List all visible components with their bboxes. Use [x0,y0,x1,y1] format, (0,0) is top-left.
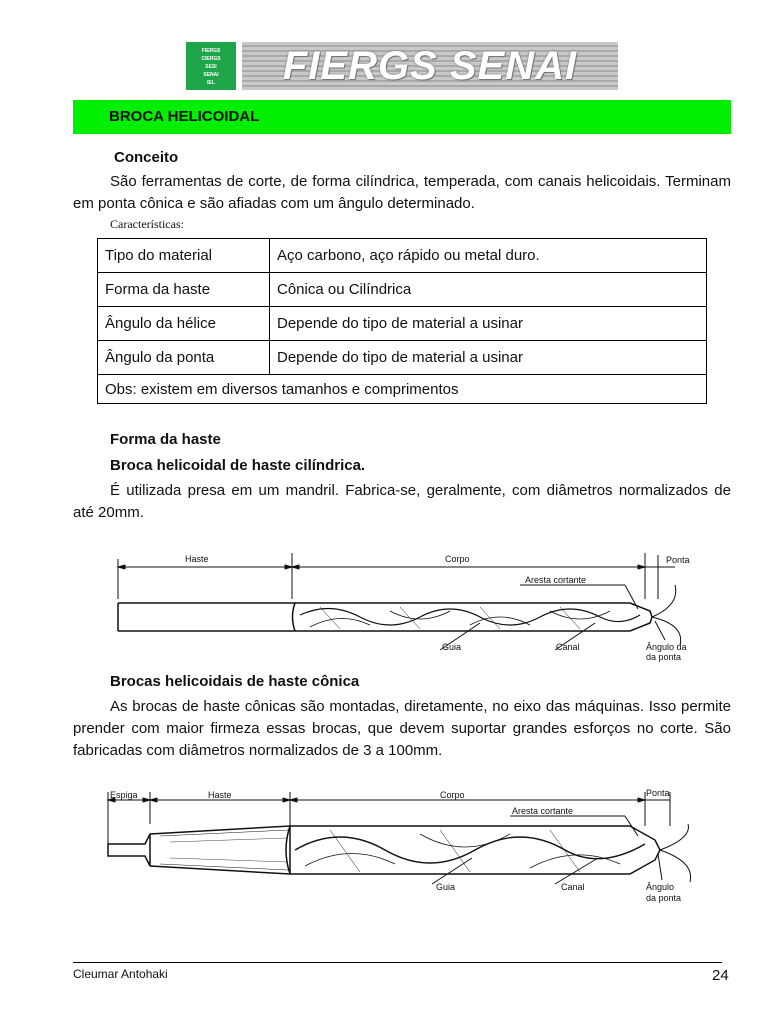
label-angulo: Ângulo da [646,642,687,652]
characteristics-table [97,238,707,404]
logo-small-text-2: CIERGS [201,56,221,62]
logo-small-text-3: SESI [205,64,217,70]
table-row [98,307,707,341]
logo-text: FIERGS SENAI [282,44,578,88]
table-row [98,239,707,273]
table-cell-value: Depende do tipo de material a usinar [270,307,707,341]
shank-subheading: Broca helicoidal de haste cilíndrica. [110,457,366,474]
label-canal: Canal [556,642,580,652]
cylindrical-shank-drill-diagram [100,545,710,670]
label-aresta-cortante: Aresta cortante [525,575,587,585]
concept-paragraph: São ferramentas de corte, de forma cilíndrica, temperada, com canais helicoidais. Terminam em ponta cônica e são afiadas com um ângulo determinado. [73,173,731,212]
conical-paragraph: As brocas de haste cônicas são montadas, diretamente, no eixo das máquinas. Isso permite prender com maior firmeza essas brocas, que devem suportar grandes esforços no corte. São fabricadas com diâmetros normalizados de 3 a 100mm. [73,698,731,759]
label-da-ponta: da ponta [646,893,682,903]
conical-heading: Brocas helicoidais de haste cônica [110,673,360,690]
table-cell-key: Forma da haste [98,273,270,307]
label-ponta: Ponta [646,788,670,798]
fiergs-senai-logo [186,42,618,90]
table-cell-key: Tipo do material [98,239,270,273]
label-guia: Guia [442,642,462,652]
label-guia: Guia [436,882,456,892]
footer-divider [73,962,722,963]
shank-heading: Forma da haste [110,431,221,448]
page-number: 24 [712,967,729,984]
shank-paragraph: É utilizada presa em um mandril. Fabrica-se, geralmente, com diâmetros normalizados de até 20mm. [73,482,731,521]
concept-heading: Conceito [114,149,179,166]
table-cell-value: Cônica ou Cilíndrica [270,273,707,307]
table-obs: Obs: existem em diversos tamanhos e comprimentos [98,375,707,404]
label-da-ponta: da ponta [646,652,682,662]
label-haste: Haste [208,790,232,800]
title-banner [73,100,731,134]
table-row [98,375,707,404]
logo-bar [242,42,618,90]
label-corpo: Corpo [440,790,465,800]
page-title: BROCA HELICOIDAL [109,108,260,125]
label-haste: Haste [185,554,209,564]
footer-author: Cleumar Antohaki [73,967,168,981]
table-cell-value: Aço carbono, aço rápido ou metal duro. [270,239,707,273]
label-corpo: Corpo [445,554,470,564]
logo-small-text-5: IEL [207,80,215,86]
label-angulo: Ângulo [646,882,675,892]
characteristics-label: Características: [110,217,184,231]
logo-small-text-4: SENAI [203,72,219,78]
logo-green-block [186,42,236,90]
table-cell-key: Ângulo da hélice [98,307,270,341]
label-espiga: Espiga [110,790,138,800]
label-aresta-cortante: Aresta cortante [512,806,574,816]
table-cell-value: Depende do tipo de material a usinar [270,341,707,375]
label-canal: Canal [561,882,585,892]
logo-small-text-1: FIERGS [201,48,221,54]
table-row [98,273,707,307]
table-cell-key: Ângulo da ponta [98,341,270,375]
label-ponta: Ponta [666,555,690,565]
table-row [98,341,707,375]
conical-shank-drill-diagram [100,784,710,909]
